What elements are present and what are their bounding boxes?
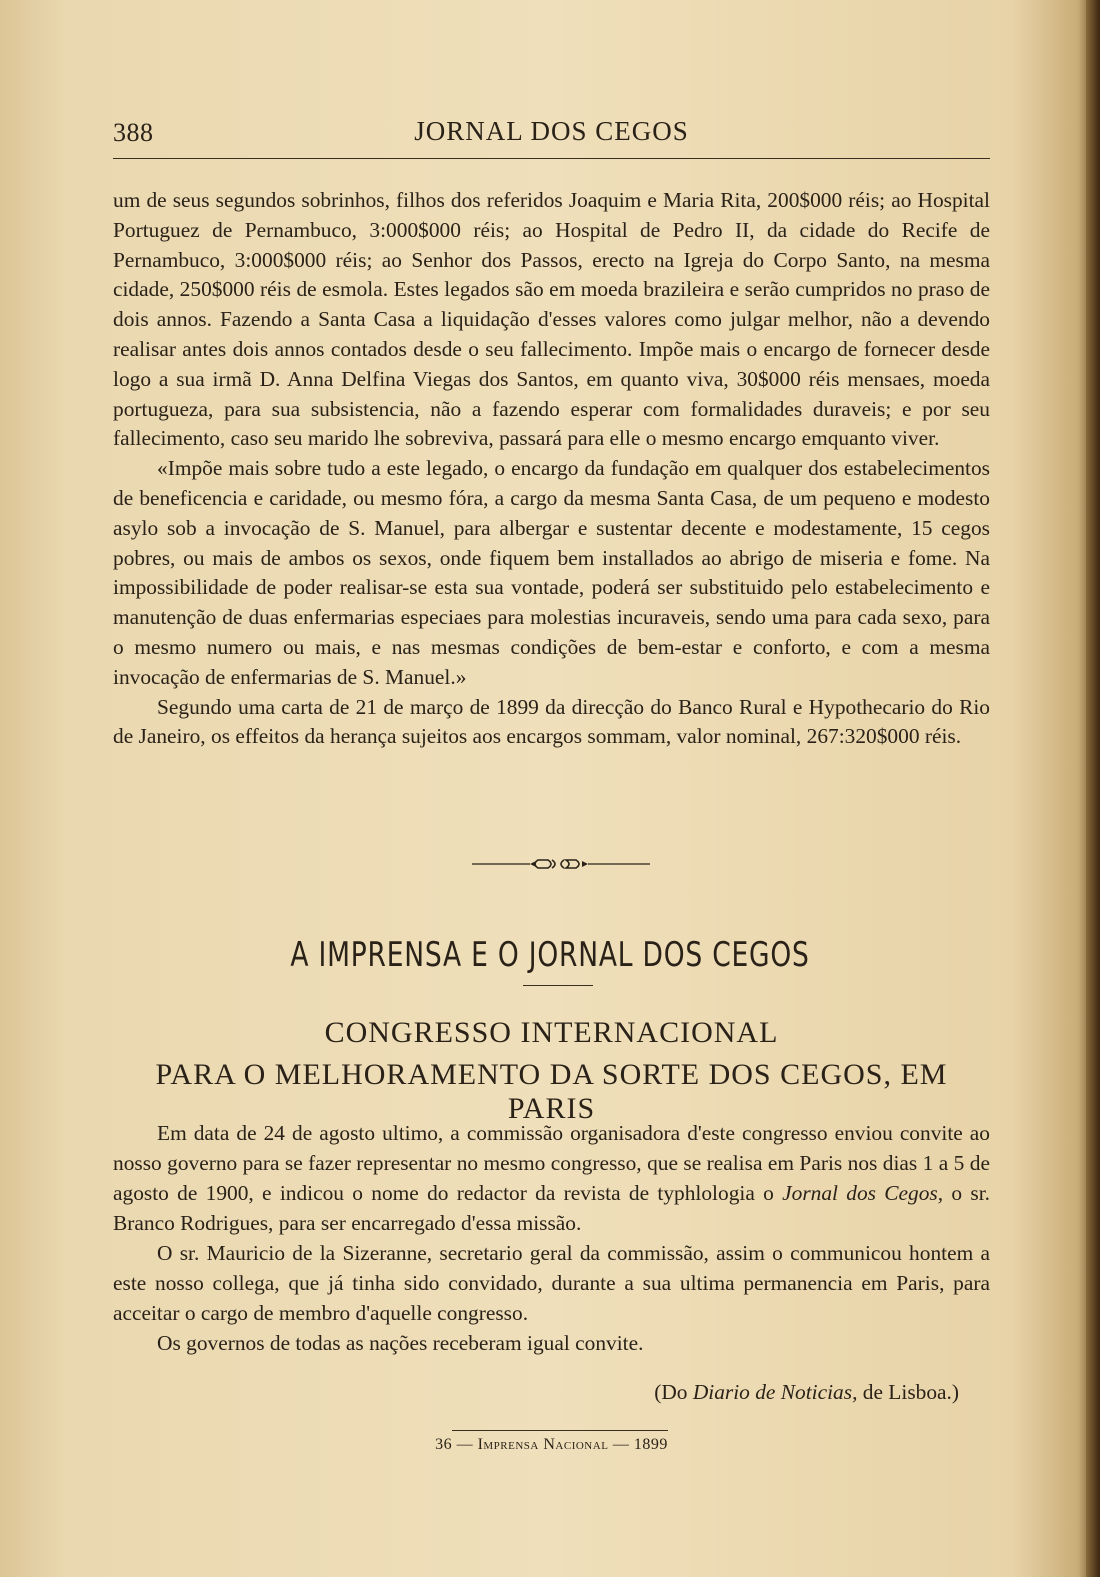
journal-title: Jornal dos Cegos, — [782, 1181, 944, 1205]
paragraph: Segundo uma carta de 21 de março de 1899 da direcção do Banco Rural e Hypothecario do Rio de Janeiro, os effeitos da herança sujeitos aos encargos sommam, valor nominal, 267:320$000 réis. — [113, 694, 990, 749]
text-run: Em data de 24 de agosto ultimo, a commissão organisadora d'este congresso enviou convite ao nosso governo para se fazer representar no mesmo congresso, que se realisa em Paris nos dias 1 a 5 de agosto de 1900, e indicou o nome do redactor da revista de typhlologia o — [113, 1121, 990, 1205]
section-title: A IMPRENSA E O JORNAL DOS CEGOS — [290, 934, 810, 975]
continuation-text — [113, 186, 990, 752]
header-rule — [113, 158, 990, 159]
source-attribution — [113, 1380, 959, 1405]
text-run: o sr. Branco Rodrigues, para ser encarregado d'essa missão. — [113, 1181, 991, 1235]
article-title-line-1: CONGRESSO INTERNACIONAL — [324, 1016, 779, 1049]
paragraph: um de seus segundos sobrinhos, filhos dos referidos Joaquim e Maria Rita, 200$000 réis; ao Hospital Portuguez de Pernambuco, 3:000$000 réis; ao Hospital de Pedro II, da cidade do Recife de Pernambuco, 3:000$000 réis; ao Senhor dos Passos, erecto na Igreja do Corpo Santo, na mesma cidade, 250$000 réis de esmola. Estes legados são em moeda brazileira e serão cumpridos no praso de dois annos. Fazendo a Santa Casa a liquidação d'esses valores como julgar melhor, não a devendo realisar antes dois annos contados desde o seu fallecimento. Impõe mais o encargo de fornecer desde logo a sua irmã D. Anna Delfina Viegas dos Santos, em quanto viva, 30$000 réis mensaes, moeda portugueza, para sua subsistencia, não a fazendo esperar com formalidades duraveis; e por seu fallecimento, caso seu marido lhe sobreviva, passará para elle o mesmo encargo emquanto viver. — [113, 188, 990, 451]
paragraph — [113, 1118, 990, 1238]
paragraph: «Impõe mais sobre tudo a este legado, o encargo da fundação em qualquer dos estabelecimentos de beneficencia e caridade, ou mesmo fóra, a cargo da mesma Santa Casa, de um pequeno e modesto asylo sob a invocação de S. Manuel, para albergar e sustentar decente e modestamente, 15 cegos pobres, ou mais de ambos os sexos, onde fiquem bem installados ao abrigo de miseria e fome. Na impossibilidade de poder realisar-se esta sua vontade, poderá ser substituido pelo estabelecimento e manutenção de duas enfermarias especiaes para molestias incuraveis, sendo uma para cada sexo, para o mesmo numero ou mais, e nas mesmas condições de bem-estar e conforto, e com a mesma invocação de enfermarias de S. Manuel.» — [113, 456, 990, 689]
paragraph: O sr. Mauricio de la Sizeranne, secretario geral da commissão, assim o communicou hontem a este nosso collega, que já tinha sido convidado, durante a sua ultima permanencia em Paris, para acceitar o cargo de membro d'aquelle congresso. — [113, 1241, 990, 1325]
section-divider-ornament — [472, 856, 652, 872]
page-number: 388 — [113, 118, 154, 147]
text-run: (Do — [654, 1380, 693, 1404]
article-text — [113, 1118, 990, 1358]
footer-rule — [452, 1430, 668, 1431]
short-rule — [523, 985, 593, 986]
article-title-line-2: PARA O MELHORAMENTO DA SORTE DOS CEGOS, EM PARIS — [155, 1058, 948, 1125]
paragraph: Os governos de todas as nações receberam igual convite. — [157, 1331, 644, 1355]
page-header — [113, 116, 990, 156]
running-title: JORNAL DOS CEGOS — [414, 116, 689, 146]
book-spine-edge — [1086, 0, 1100, 1577]
printer-imprint: 36 — Imprensa Nacional — 1899 — [435, 1436, 668, 1453]
text-run: de Lisboa.) — [857, 1380, 959, 1404]
newspaper-title: Diario de Noticias, — [692, 1380, 858, 1404]
